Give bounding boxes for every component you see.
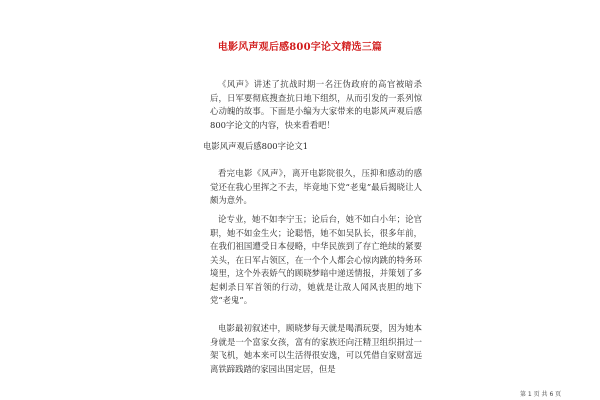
paragraph-text: 论专业，她不如李宁玉；论后台，她不如白小年；论官职，她不如金生火；论聪悟，她不如吴队长，很多年前，在我们祖国遭受日本侵略，中华民族到了存亡绝续的紧要关头，在日军占领区，在一个个人都会心惊肉跳的特务环境里，这个外表娇气的顾晓梦暗中递送情报，并策划了多起刺杀日军首领的行动，她就是让敌人闻风丧胆的地下党“老鬼”。 (210, 214, 422, 305)
paragraph-text: 看完电影《风声》，离开电影院很久，压抑和感动的感觉还在我心里挥之不去，毕竟地下党“老鬼”最后揭晓让人颇为意外。 (210, 168, 422, 205)
document-title: 电影风声观后感800字论文精选三篇 (217, 42, 383, 53)
page-number-footer: 第 1 页 共 6 页 (520, 391, 562, 398)
body-paragraph-2 (210, 213, 422, 308)
body-paragraph-3 (210, 322, 422, 376)
intro-paragraph (210, 78, 422, 132)
paragraph-text: 电影最初叙述中，顾晓梦每天就是喝酒玩耍，因为她本身就是一个富家女孩，富有的家族还向汪精卫组织捐过一架飞机，她本来可以生活得很安逸，可以凭借自家财富远离铁蹄践踏的家园出国定居，但是 (210, 323, 422, 374)
section-heading: 电影风声观后感800字论文1 (203, 141, 309, 151)
paragraph-text: 《风声》讲述了抗战时期一名汪伪政府的高官被暗杀后，日军要彻底搜查抗日地下组织，从而引发的一系列惊心动魄的故事。下面是小编为大家带来的电影风声观后感800字论文的内容，快来看看吧！ (210, 79, 422, 130)
body-paragraph-1 (210, 167, 422, 208)
